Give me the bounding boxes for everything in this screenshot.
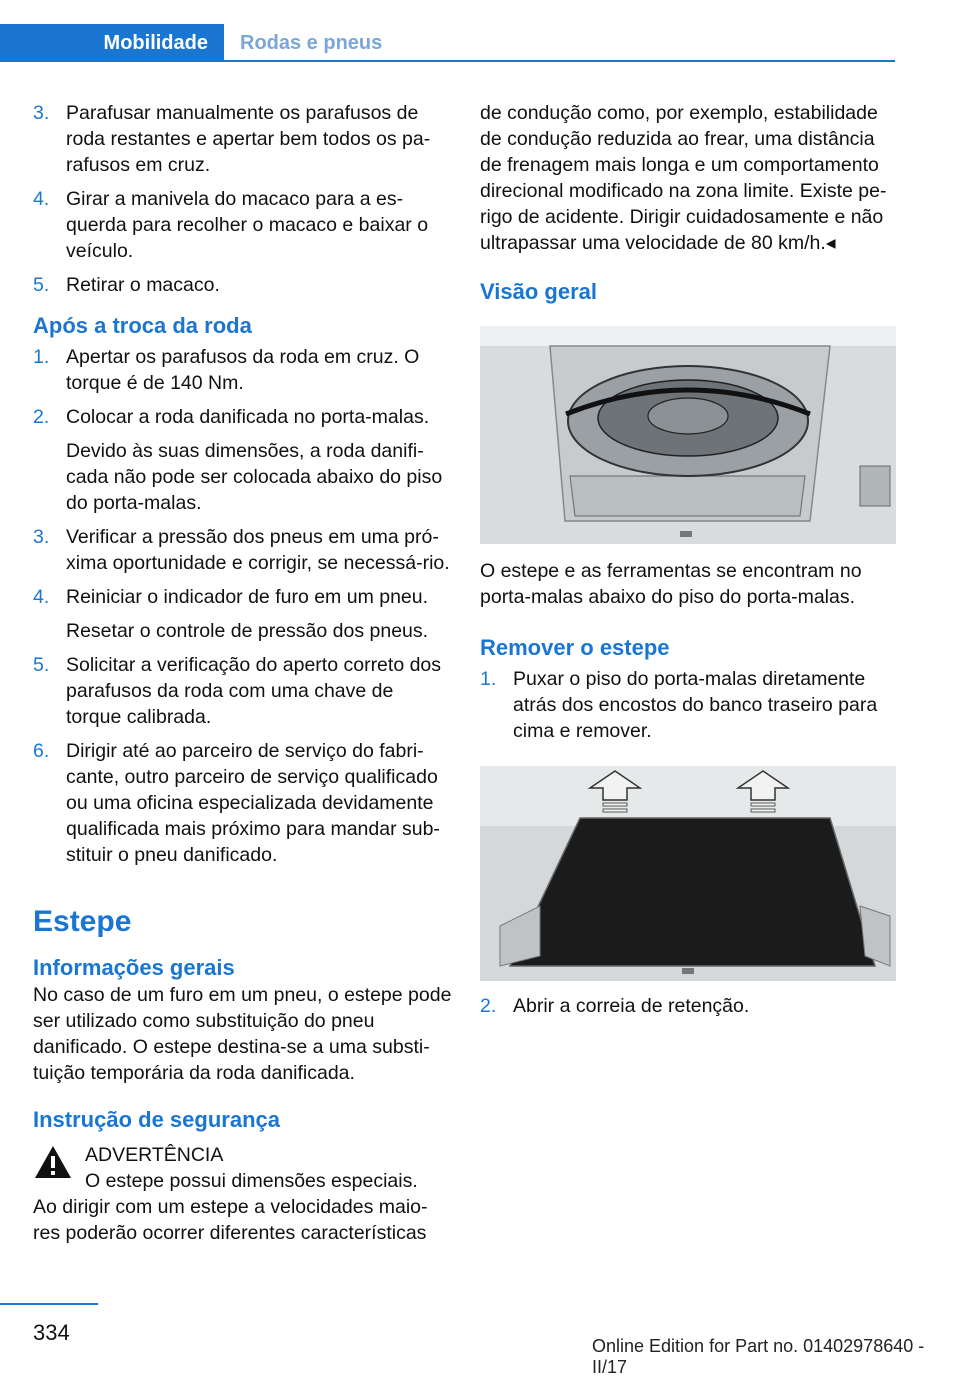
section-heading-safety: Instrução de segurança [33, 1107, 280, 1132]
item-text: Reiniciar o indicador de furo em um pneu. [66, 586, 429, 608]
list-item [480, 666, 896, 744]
item-number: 1. [480, 668, 497, 690]
list-item [33, 738, 453, 868]
page-number: 334 [33, 1320, 70, 1345]
warning-block [33, 1142, 453, 1194]
item-number: 4. [33, 188, 50, 210]
item-number: 2. [33, 406, 50, 428]
item-number: 6. [33, 740, 50, 762]
warning-line: O estepe possui dimensões especiais. [85, 1170, 418, 1192]
item-note: Devido às suas dimensões, a roda danifi-cada não pode ser colocada abaixo do piso do porta-malas. [66, 440, 443, 514]
item-note: Resetar o controle de pressão dos pneus. [66, 620, 429, 642]
footer-divider [0, 1303, 98, 1305]
item-number: 2. [480, 995, 497, 1017]
section-heading-remove: Remover o estepe [480, 635, 670, 660]
item-text: Retirar o macaco. [66, 274, 220, 296]
list-item [33, 344, 453, 396]
item-text: Colocar a roda danificada no porta-malas. [66, 406, 430, 428]
list-item [33, 524, 453, 576]
warning-triangle-icon [33, 1144, 73, 1180]
warning-continuation: Ao dirigir com um estepe a velocidades maio-res poderão ocorrer diferentes características [33, 1196, 428, 1244]
item-text: Solicitar a verificação do aperto correto dos parafusos da roda com uma chave de torque calibrada. [66, 654, 442, 728]
tab-rodas-e-pneus[interactable]: Rodas e pneus [240, 31, 383, 54]
tab-mobilidade[interactable]: Mobilidade [0, 24, 224, 62]
item-number: 3. [33, 526, 50, 548]
section-heading-info: Informações gerais [33, 955, 235, 980]
figure-spare-wheel-overview [480, 326, 896, 544]
page-header [0, 0, 895, 62]
item-text: Abrir a correia de retenção. [513, 995, 750, 1017]
list-item [480, 993, 896, 1019]
warning-title: ADVERTÊNCIA [85, 1144, 224, 1166]
warning-continuation-right: de condução como, por exemplo, estabilidade de condução reduzida ao frear, uma distância de frenagem mais longa e um comportamento direcional modificado na zona limite. Existe pe-rigo de acidente. Dirigir cuidadosamente e não ultrapassar uma velocidade de 80 km/h.◂ [480, 102, 887, 254]
section-heading-after-change: Após a troca da roda [33, 313, 252, 338]
section-heading-overview: Visão geral [480, 279, 597, 304]
item-text: Puxar o piso do porta-malas diretamente atrás dos encostos do banco traseiro para cima e remover. [513, 668, 878, 742]
item-number: 3. [33, 102, 50, 124]
list-item [33, 186, 453, 264]
item-text: Apertar os parafusos da roda em cruz. O torque é de 140 Nm. [66, 346, 420, 394]
spare-wheel-illustration [480, 326, 896, 544]
item-number: 5. [33, 274, 50, 296]
chapter-heading-estepe: Estepe [33, 905, 132, 938]
item-text: Verificar a pressão dos pneus em uma pró-xima oportunidade e corrigir, se necessá-rio. [66, 526, 450, 574]
header-divider [0, 60, 895, 62]
list-item [33, 272, 453, 298]
list-item [33, 404, 453, 430]
trunk-floor-illustration [480, 766, 896, 981]
list-item [33, 652, 453, 730]
list-item [33, 100, 453, 178]
overview-caption: O estepe e as ferramentas se encontram no porta-malas abaixo do piso do porta-malas. [480, 560, 862, 608]
figure-trunk-floor [480, 766, 896, 981]
info-paragraph: No caso de um furo em um pneu, o estepe pode ser utilizado como substituição do pneu danificado. O estepe destina-se a uma substi-tuição temporária da roda danificada. [33, 984, 452, 1084]
edition-note: Online Edition for Part no. 01402978640 - II/17 [592, 1336, 925, 1377]
item-text: Dirigir até ao parceiro de serviço do fabri-cante, outro parceiro de serviço qualificado ou uma oficina especializada devidamente qualificada mais próximo para mandar sub-stituir o pneu danificado. [66, 740, 440, 866]
item-text: Girar a manivela do macaco para a es-querda para recolher o macaco e baixar o veículo. [66, 188, 429, 262]
right-column [480, 100, 896, 1027]
item-number: 4. [33, 586, 50, 608]
item-number: 5. [33, 654, 50, 676]
item-number: 1. [33, 346, 50, 368]
list-item [33, 584, 453, 610]
item-text: Parafusar manualmente os parafusos de roda restantes e apertar bem todos os pa-rafusos em cruz. [66, 102, 431, 176]
left-column [33, 100, 453, 1246]
